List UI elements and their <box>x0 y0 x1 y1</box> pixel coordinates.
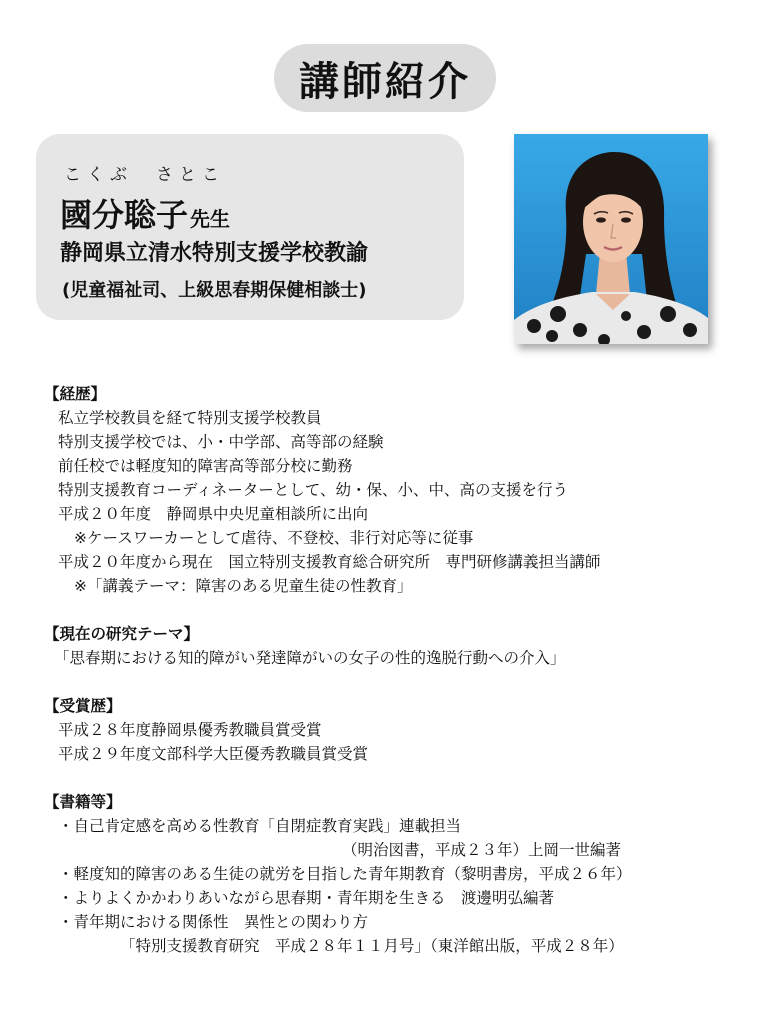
career-line: 私立学校教員を経て特別支援学校教員 <box>58 409 322 427</box>
name-reading: こくぶ さとこ <box>64 165 225 185</box>
book-item: ・よりよくかかわりあいながら思春期・青年期を生きる 渡邊明弘編著 <box>58 889 555 907</box>
title-banner <box>274 44 496 112</box>
page-title: 講師紹介 <box>299 58 471 105</box>
research-heading: 【現在の研究テーマ】 <box>44 625 200 643</box>
book-publisher: （明治図書，平成２３年）上岡一世編著 <box>342 841 622 859</box>
career-note: ※「講義テーマ：障害のある児童生徒の性教育」 <box>74 577 413 595</box>
book-publisher: 「特別支援教育研究 平成２８年１１月号」（東洋館出版，平成２８年） <box>120 937 624 955</box>
honorific: 先生 <box>190 207 231 231</box>
career-line: 平成２０年度 静岡県中央児童相談所に出向 <box>58 505 369 523</box>
award-line: 平成２９年度文部科学大臣優秀教職員賞受賞 <box>58 745 369 763</box>
career-line: 平成２０年度から現在 国立特別支援教育総合研究所 専門研修講義担当講師 <box>58 553 601 571</box>
book-item: ・自己肯定感を高める性教育「自閉症教育実践」連載担当 <box>58 817 462 835</box>
career-note: ※ケースワーカーとして虐待、不登校、非行対応等に従事 <box>74 529 474 547</box>
award-line: 平成２８年度静岡県優秀教職員賞受賞 <box>58 721 322 739</box>
lecturer-photo <box>514 134 708 344</box>
lecturer-name-text: 國分聡子 <box>60 196 189 234</box>
career-line: 特別支援学校では、小・中学部、高等部の経験 <box>58 433 384 451</box>
career-line: 前任校では軽度知的障害高等部分校に勤務 <box>58 457 353 475</box>
books-heading: 【書籍等】 <box>44 793 122 811</box>
book-item: ・軽度知的障害のある生徒の就労を目指した青年期教育（黎明書房，平成２６年） <box>58 865 632 883</box>
qualifications: (児童福祉司、上級思春期保健相談士) <box>62 280 367 301</box>
school-affiliation: 静岡県立清水特別支援学校教諭 <box>60 241 369 266</box>
career-line: 特別支援教育コーディネーターとして、幼・保、小、中、高の支援を行う <box>58 481 568 499</box>
career-heading: 【経歴】 <box>44 385 107 403</box>
research-theme: 「思春期における知的障がい発達障がいの女子の性的逸脱行動への介入」 <box>54 649 566 667</box>
book-item: ・青年期における関係性 異性との関わり方 <box>58 913 369 931</box>
awards-heading: 【受賞歴】 <box>44 697 122 715</box>
profile-details <box>44 382 744 958</box>
lecturer-name <box>60 190 230 236</box>
